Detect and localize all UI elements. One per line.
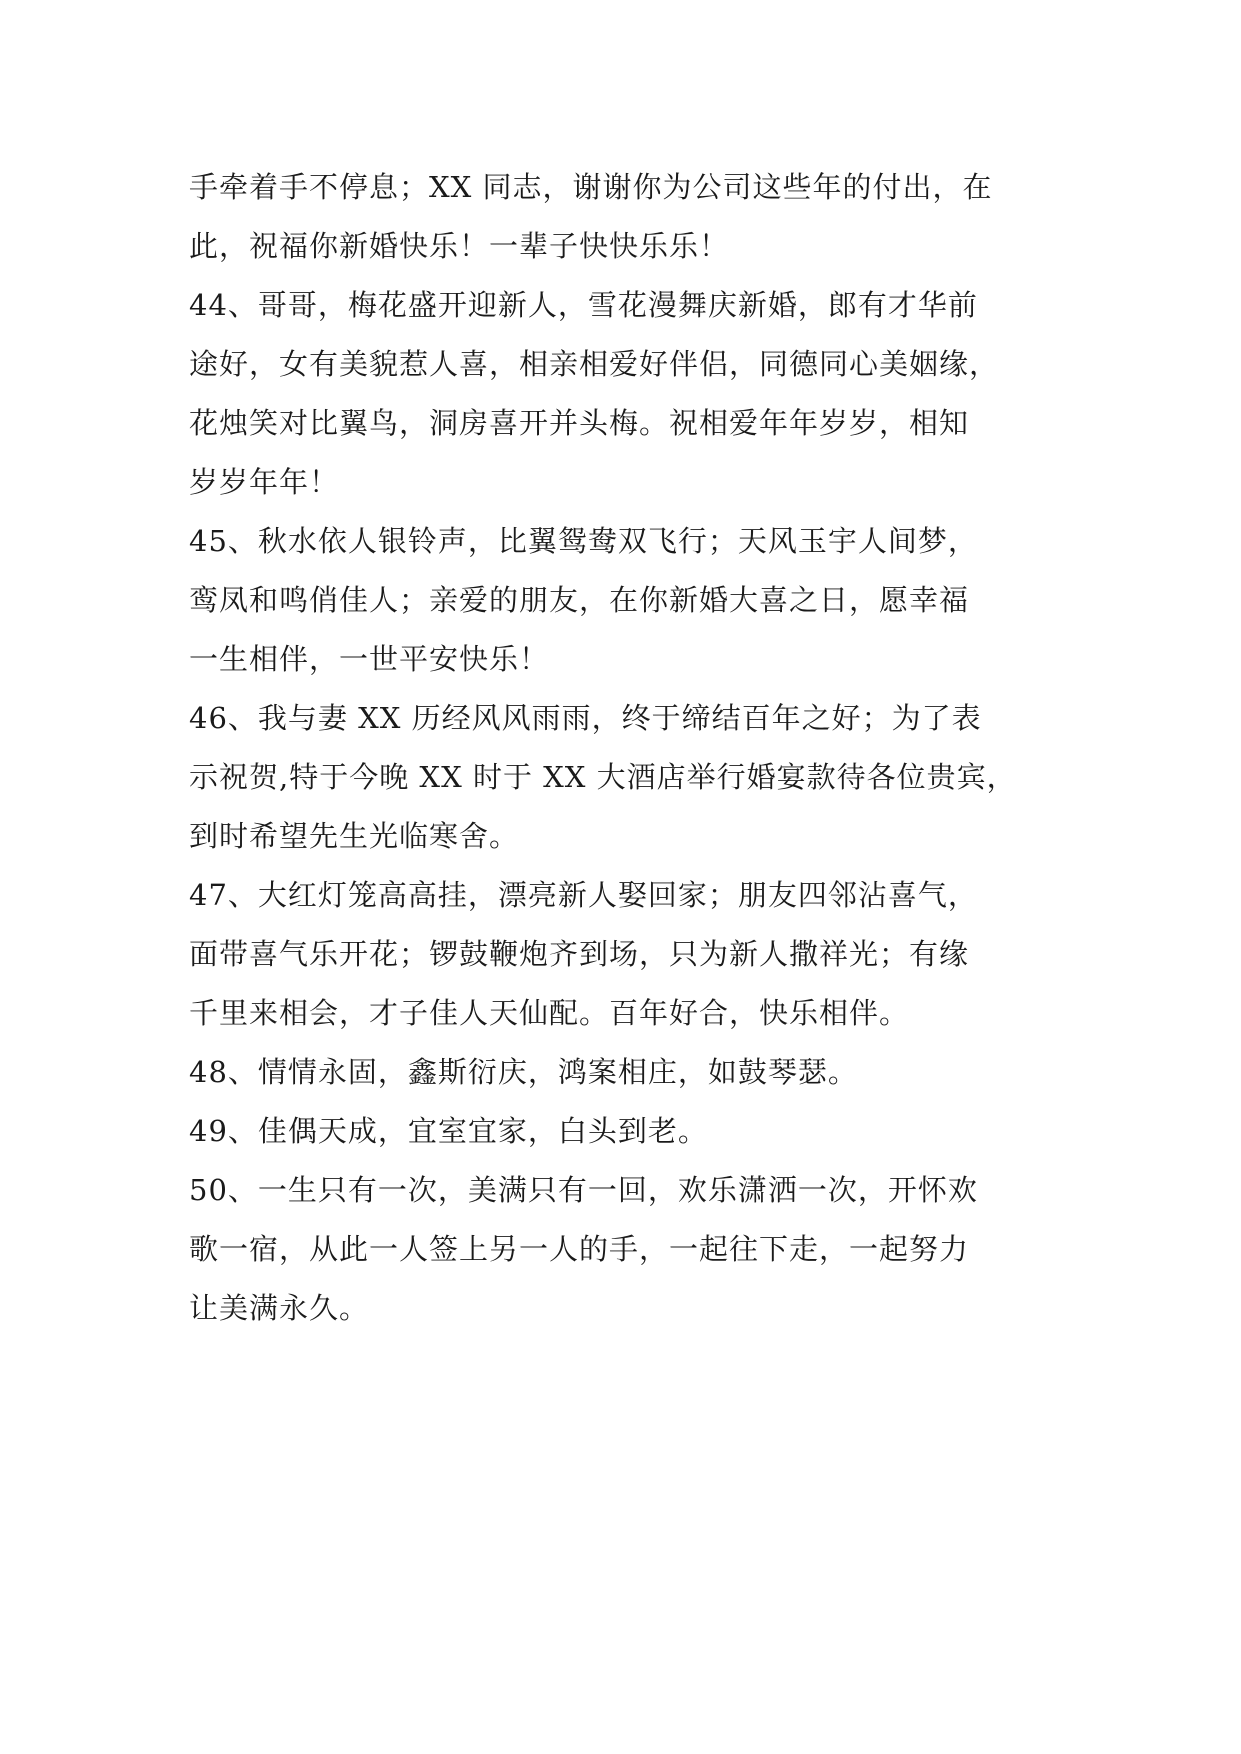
text-line: 花烛笑对比翼鸟，洞房喜开并头梅。祝相爱年年岁岁，相知 [189,406,970,440]
text-line: 此，祝福你新婚快乐！一辈子快快乐乐！ [189,229,730,263]
paragraph-item-50 [189,1161,1069,1338]
paragraph-item-44 [189,276,1069,512]
text-line: 途好，女有美貌惹人喜，相亲相爱好伴侣，同德同心美姻缘， [189,347,1000,381]
text-line: 歌一宿，从此一人签上另一人的手，一起往下走，一起努力 [189,1232,970,1266]
text-line: 鸾凤和鸣俏佳人；亲爱的朋友，在你新婚大喜之日，愿幸福 [189,583,970,617]
text-line: 让美满永久。 [189,1291,370,1325]
paragraph-continuation [189,158,1069,276]
text-line: 46、我与妻 XX 历经风风雨雨，终于缔结百年之好；为了表 [189,701,982,735]
text-line: 一生相伴，一世平安快乐！ [189,642,550,676]
text-line: 47、大红灯笼高高挂，漂亮新人娶回家；朋友四邻沾喜气， [189,878,978,912]
text-line: 48、情情永固，鑫斯衍庆，鸿案相庄，如鼓琴瑟。 [189,1055,858,1089]
text-line: 面带喜气乐开花；锣鼓鞭炮齐到场，只为新人撒祥光；有缘 [189,937,970,971]
text-line: 49、佳偶天成，宜室宜家，白头到老。 [189,1114,708,1148]
paragraph-item-47 [189,866,1069,1043]
text-line: 50、一生只有一次，美满只有一回，欢乐潇洒一次，开怀欢 [189,1173,978,1207]
text-line: 手牵着手不停息；XX 同志，谢谢你为公司这些年的付出，在 [189,170,993,204]
text-line: 45、秋水依人银铃声，比翼鸳鸯双飞行；天风玉宇人间梦， [189,524,978,558]
paragraph-item-45 [189,512,1069,689]
paragraph-item-49 [189,1102,1069,1161]
document-body [189,158,1069,1338]
paragraph-item-46 [189,689,1069,866]
text-line: 千里来相会，才子佳人天仙配。百年好合，快乐相伴。 [189,996,910,1030]
paragraph-item-48 [189,1043,1069,1102]
text-line: 岁岁年年！ [189,465,340,499]
text-line: 44、哥哥，梅花盛开迎新人，雪花漫舞庆新婚，郎有才华前 [189,288,978,322]
text-line: 示祝贺,特于今晚 XX 时于 XX 大酒店举行婚宴款待各位贵宾， [189,760,1017,794]
text-line: 到时希望先生光临寒舍。 [189,819,520,853]
